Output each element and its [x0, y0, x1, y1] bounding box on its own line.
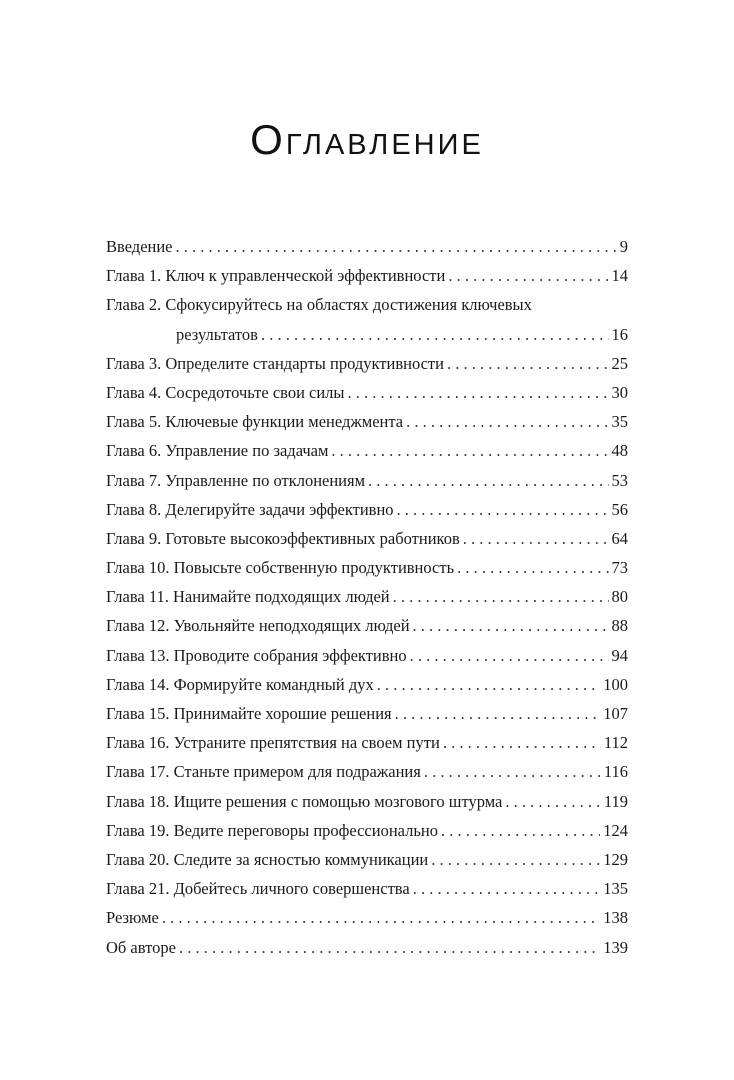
- toc-entry-page: 80: [611, 587, 628, 607]
- dot-leader: [448, 261, 608, 290]
- dot-leader: [447, 349, 609, 378]
- toc-entry-label: Глава 13. Проводите собрания эффективно: [106, 645, 407, 665]
- table-of-contents: [106, 232, 628, 962]
- dot-leader: [377, 670, 601, 699]
- toc-entry-page: 48: [611, 441, 628, 461]
- toc-entry-label-continuation: результатов: [176, 324, 258, 344]
- toc-entry-page: 25: [611, 353, 628, 373]
- toc-entry-continuation[interactable]: [106, 320, 628, 349]
- toc-entry[interactable]: [106, 290, 628, 319]
- toc-entry[interactable]: [106, 436, 628, 465]
- toc-entry-page: 64: [611, 528, 628, 548]
- toc-entry-label: Резюме: [106, 908, 159, 928]
- dot-leader: [463, 524, 609, 553]
- toc-entry[interactable]: [106, 874, 628, 903]
- toc-entry[interactable]: [106, 524, 628, 553]
- toc-entry[interactable]: [106, 816, 628, 845]
- dot-leader: [406, 407, 608, 436]
- toc-entry-label: Глава 15. Принимайте хорошие решения: [106, 704, 392, 723]
- dot-leader: [443, 728, 601, 757]
- toc-entry-page: 107: [603, 704, 628, 723]
- dot-leader: [410, 641, 609, 670]
- toc-entry[interactable]: [106, 611, 628, 640]
- toc-entry-page: 100: [603, 674, 628, 694]
- toc-entry-page: 94: [611, 645, 628, 665]
- toc-entry[interactable]: [106, 232, 628, 261]
- toc-entry[interactable]: [106, 728, 628, 757]
- toc-entry[interactable]: [106, 349, 628, 378]
- toc-entry[interactable]: [106, 261, 628, 290]
- toc-entry-label: Введение: [106, 237, 173, 256]
- dot-leader: [413, 611, 609, 640]
- toc-entry-page: 119: [603, 791, 628, 811]
- dot-leader: [176, 232, 617, 261]
- toc-entry[interactable]: [106, 582, 628, 611]
- dot-leader: [457, 553, 608, 582]
- toc-entry-page: 139: [603, 937, 628, 957]
- toc-entry-label: Глава 11. Нанимайте подходящих людей: [106, 587, 390, 607]
- dot-leader: [393, 582, 609, 611]
- toc-entry-page: 116: [603, 762, 628, 782]
- toc-entry-label: Глава 12. Увольняйте неподходящих людей: [106, 616, 410, 636]
- toc-entry-label: Глава 6. Управление по задачам: [106, 441, 329, 461]
- toc-entry-label: Глава 4. Сосредоточьте свои силы: [106, 382, 345, 402]
- toc-entry-label: Глава 10. Повысьте собственную продуктивность: [106, 558, 455, 578]
- dot-leader: [162, 903, 600, 932]
- toc-entry[interactable]: [106, 495, 628, 524]
- toc-entry-page: 135: [603, 879, 628, 899]
- toc-entry[interactable]: [106, 787, 628, 816]
- dot-leader: [368, 466, 608, 495]
- toc-entry-page: 16: [611, 324, 628, 344]
- toc-entry-label: Глава 21. Добейтесь личного совершенства: [106, 879, 410, 899]
- dot-leader: [424, 757, 601, 786]
- dot-leader: [413, 874, 601, 903]
- toc-entry[interactable]: [106, 466, 628, 495]
- toc-entry-label: Глава 19. Ведите переговоры профессионально: [106, 820, 438, 840]
- toc-entry-label: Глава 5. Ключевые функции менеджмента: [106, 412, 404, 432]
- dot-leader: [179, 933, 600, 962]
- toc-entry-page: 56: [611, 499, 628, 519]
- dot-leader: [441, 816, 600, 845]
- toc-entry-page: 30: [611, 382, 628, 402]
- dot-leader: [431, 845, 600, 874]
- toc-entry[interactable]: [106, 933, 628, 962]
- toc-entry[interactable]: [106, 378, 628, 407]
- toc-entry[interactable]: [106, 699, 628, 728]
- toc-entry[interactable]: [106, 670, 628, 699]
- toc-entry-label: Глава 9. Готовьте высокоэффективных работников: [106, 528, 460, 548]
- toc-entry-page: 53: [611, 470, 628, 490]
- toc-entry[interactable]: [106, 407, 628, 436]
- toc-entry-label: Глава 20. Следите за ясностью коммуникации: [106, 849, 429, 869]
- toc-entry[interactable]: [106, 757, 628, 786]
- dot-leader: [261, 320, 609, 349]
- toc-entry-label: Глава 7. Управленне по отклонениям: [106, 470, 366, 490]
- dot-leader: [348, 378, 609, 407]
- toc-entry-page: 129: [603, 849, 628, 869]
- toc-entry-label: Глава 16. Устраните препятствия на своем пути: [106, 733, 440, 753]
- toc-entry-label: Глава 3. Определите стандарты продуктивности: [106, 353, 444, 373]
- toc-entry-page: 88: [611, 616, 628, 636]
- page-title: Оглавление: [250, 116, 484, 164]
- toc-entry[interactable]: [106, 553, 628, 582]
- dot-leader: [395, 699, 601, 728]
- toc-entry[interactable]: [106, 641, 628, 670]
- toc-entry-label: Глава 18. Ищите решения с помощью мозгового штурма: [106, 791, 503, 811]
- toc-entry-label: Об авторе: [106, 937, 176, 957]
- dot-leader: [331, 436, 608, 465]
- toc-entry-page: 112: [603, 733, 628, 753]
- dot-leader: [505, 787, 600, 816]
- toc-entry-page: 138: [603, 908, 628, 928]
- toc-entry-label: Глава 14. Формируйте командный дух: [106, 674, 374, 694]
- toc-entry[interactable]: [106, 903, 628, 932]
- toc-entry-page: 14: [611, 266, 628, 286]
- toc-entry-label: Глава 17. Станьте примером для подражания: [106, 762, 421, 782]
- toc-entry-label: Глава 8. Делегируйте задачи эффективно: [106, 499, 394, 519]
- toc-entry-page: 124: [603, 820, 628, 840]
- toc-entry[interactable]: [106, 845, 628, 874]
- toc-entry-label: Глава 1. Ключ к управленческой эффективности: [106, 266, 446, 286]
- toc-entry-page: 73: [611, 558, 628, 578]
- dot-leader: [397, 495, 609, 524]
- toc-entry-label: Глава 2. Сфокусируйтесь на областях достижения ключевых: [106, 295, 532, 315]
- toc-entry-page: 35: [611, 412, 628, 432]
- toc-entry-page: 9: [619, 237, 628, 256]
